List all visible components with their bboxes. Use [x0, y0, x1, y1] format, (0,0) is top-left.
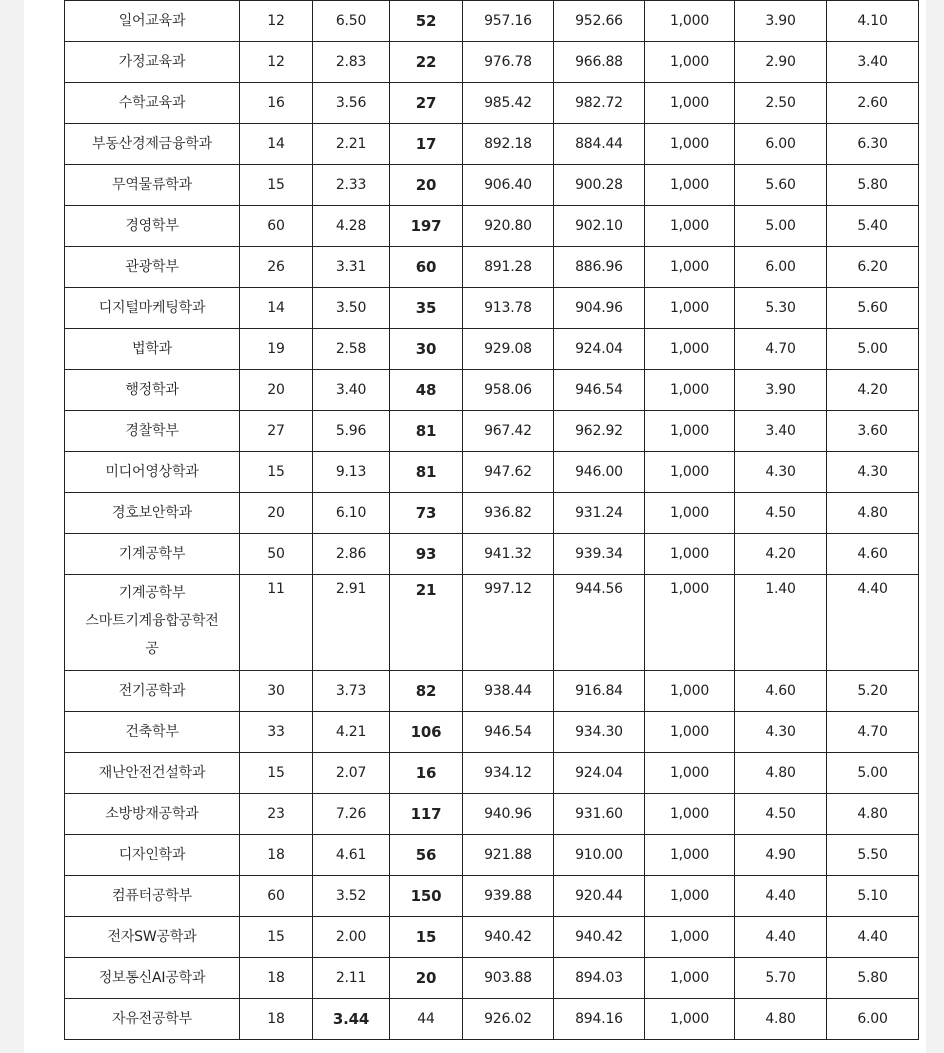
max-score-cell: 1,000 — [645, 247, 735, 288]
max-score-cell: 1,000 — [645, 999, 735, 1040]
applicants-cell: 21 — [390, 575, 463, 671]
dept-cell: 재난안전건설학과 — [65, 753, 240, 794]
grade-2-cell: 4.80 — [827, 794, 919, 835]
quota-cell: 11 — [240, 575, 313, 671]
quota-cell: 23 — [240, 794, 313, 835]
score-1-cell: 903.88 — [463, 958, 554, 999]
grade-2-cell: 4.40 — [827, 917, 919, 958]
grade-2-cell: 6.00 — [827, 999, 919, 1040]
dept-cell: 관광학부 — [65, 247, 240, 288]
score-1-cell: 926.02 — [463, 999, 554, 1040]
quota-cell: 15 — [240, 753, 313, 794]
max-score-cell: 1,000 — [645, 329, 735, 370]
ratio-cell: 3.44 — [313, 999, 390, 1040]
grade-2-cell: 4.20 — [827, 370, 919, 411]
max-score-cell: 1,000 — [645, 671, 735, 712]
quota-cell: 16 — [240, 83, 313, 124]
grade-1-cell: 4.70 — [735, 329, 827, 370]
max-score-cell: 1,000 — [645, 165, 735, 206]
score-2-cell: 939.34 — [554, 534, 645, 575]
grade-1-cell: 4.50 — [735, 493, 827, 534]
admission-results-table — [64, 0, 919, 1040]
quota-cell: 18 — [240, 999, 313, 1040]
score-1-cell: 967.42 — [463, 411, 554, 452]
max-score-cell: 1,000 — [645, 370, 735, 411]
dept-cell: 디자인학과 — [65, 835, 240, 876]
applicants-cell: 73 — [390, 493, 463, 534]
grade-2-cell: 5.60 — [827, 288, 919, 329]
ratio-cell: 2.33 — [313, 165, 390, 206]
max-score-cell: 1,000 — [645, 42, 735, 83]
applicants-cell: 106 — [390, 712, 463, 753]
table-row — [65, 575, 919, 671]
grade-2-cell: 4.10 — [827, 1, 919, 42]
table-row — [65, 452, 919, 493]
dept-cell: 전자SW공학과 — [65, 917, 240, 958]
quota-cell: 15 — [240, 452, 313, 493]
quota-cell: 27 — [240, 411, 313, 452]
grade-1-cell: 4.30 — [735, 452, 827, 493]
quota-cell: 30 — [240, 671, 313, 712]
grade-1-cell: 5.60 — [735, 165, 827, 206]
grade-2-cell: 3.40 — [827, 42, 919, 83]
applicants-cell: 81 — [390, 411, 463, 452]
score-1-cell: 946.54 — [463, 712, 554, 753]
table-row — [65, 1, 919, 42]
dept-cell: 경찰학부 — [65, 411, 240, 452]
grade-2-cell: 5.50 — [827, 835, 919, 876]
quota-cell: 18 — [240, 958, 313, 999]
score-1-cell: 929.08 — [463, 329, 554, 370]
table-row — [65, 712, 919, 753]
dept-cell: 가정교육과 — [65, 42, 240, 83]
dept-cell: 컴퓨터공학부 — [65, 876, 240, 917]
score-1-cell: 985.42 — [463, 83, 554, 124]
grade-1-cell: 5.70 — [735, 958, 827, 999]
grade-1-cell: 4.30 — [735, 712, 827, 753]
quota-cell: 60 — [240, 206, 313, 247]
max-score-cell: 1,000 — [645, 794, 735, 835]
quota-cell: 19 — [240, 329, 313, 370]
grade-1-cell: 5.30 — [735, 288, 827, 329]
dept-cell: 미디어영상학과 — [65, 452, 240, 493]
grade-1-cell: 3.90 — [735, 1, 827, 42]
grade-1-cell: 1.40 — [735, 575, 827, 671]
score-1-cell: 941.32 — [463, 534, 554, 575]
quota-cell: 14 — [240, 288, 313, 329]
score-1-cell: 938.44 — [463, 671, 554, 712]
ratio-cell: 3.50 — [313, 288, 390, 329]
score-1-cell: 957.16 — [463, 1, 554, 42]
applicants-cell: 22 — [390, 42, 463, 83]
table-row — [65, 411, 919, 452]
score-1-cell: 936.82 — [463, 493, 554, 534]
table-row — [65, 958, 919, 999]
table-row — [65, 42, 919, 83]
ratio-cell: 3.52 — [313, 876, 390, 917]
score-1-cell: 940.96 — [463, 794, 554, 835]
max-score-cell: 1,000 — [645, 288, 735, 329]
max-score-cell: 1,000 — [645, 958, 735, 999]
max-score-cell: 1,000 — [645, 124, 735, 165]
grade-1-cell: 2.90 — [735, 42, 827, 83]
table-row — [65, 247, 919, 288]
max-score-cell: 1,000 — [645, 753, 735, 794]
dept-cell: 자유전공학부 — [65, 999, 240, 1040]
ratio-cell: 2.00 — [313, 917, 390, 958]
ratio-cell: 3.56 — [313, 83, 390, 124]
score-1-cell: 891.28 — [463, 247, 554, 288]
dept-cell: 행정학과 — [65, 370, 240, 411]
applicants-cell: 15 — [390, 917, 463, 958]
ratio-cell: 6.50 — [313, 1, 390, 42]
grade-1-cell: 2.50 — [735, 83, 827, 124]
grade-2-cell: 5.10 — [827, 876, 919, 917]
score-2-cell: 944.56 — [554, 575, 645, 671]
score-2-cell: 910.00 — [554, 835, 645, 876]
grade-2-cell: 2.60 — [827, 83, 919, 124]
score-2-cell: 894.16 — [554, 999, 645, 1040]
ratio-cell: 6.10 — [313, 493, 390, 534]
grade-1-cell: 5.00 — [735, 206, 827, 247]
grade-1-cell: 4.50 — [735, 794, 827, 835]
grade-2-cell: 6.20 — [827, 247, 919, 288]
ratio-cell: 3.31 — [313, 247, 390, 288]
table-row — [65, 493, 919, 534]
score-2-cell: 934.30 — [554, 712, 645, 753]
ratio-cell: 3.73 — [313, 671, 390, 712]
dept-cell: 건축학부 — [65, 712, 240, 753]
applicants-cell: 20 — [390, 958, 463, 999]
grade-2-cell: 5.80 — [827, 958, 919, 999]
grade-1-cell: 4.40 — [735, 876, 827, 917]
score-2-cell: 924.04 — [554, 329, 645, 370]
table-row — [65, 206, 919, 247]
score-2-cell: 931.24 — [554, 493, 645, 534]
table-row — [65, 165, 919, 206]
score-2-cell: 940.42 — [554, 917, 645, 958]
table-row — [65, 370, 919, 411]
score-2-cell: 900.28 — [554, 165, 645, 206]
score-1-cell: 997.12 — [463, 575, 554, 671]
score-2-cell: 886.96 — [554, 247, 645, 288]
ratio-cell: 2.11 — [313, 958, 390, 999]
applicants-cell: 197 — [390, 206, 463, 247]
applicants-cell: 82 — [390, 671, 463, 712]
max-score-cell: 1,000 — [645, 493, 735, 534]
dept-cell: 전기공학과 — [65, 671, 240, 712]
applicants-cell: 81 — [390, 452, 463, 493]
applicants-cell: 27 — [390, 83, 463, 124]
grade-2-cell: 4.80 — [827, 493, 919, 534]
grade-2-cell: 4.70 — [827, 712, 919, 753]
score-2-cell: 982.72 — [554, 83, 645, 124]
grade-2-cell: 4.40 — [827, 575, 919, 671]
table-row — [65, 329, 919, 370]
table-row — [65, 876, 919, 917]
score-2-cell: 894.03 — [554, 958, 645, 999]
score-2-cell: 902.10 — [554, 206, 645, 247]
score-2-cell: 931.60 — [554, 794, 645, 835]
quota-cell: 20 — [240, 370, 313, 411]
score-1-cell: 940.42 — [463, 917, 554, 958]
applicants-cell: 60 — [390, 247, 463, 288]
grade-2-cell: 4.30 — [827, 452, 919, 493]
dept-cell: 정보통신AI공학과 — [65, 958, 240, 999]
ratio-cell: 2.91 — [313, 575, 390, 671]
dept-cell: 무역물류학과 — [65, 165, 240, 206]
score-1-cell: 913.78 — [463, 288, 554, 329]
applicants-cell: 35 — [390, 288, 463, 329]
dept-cell: 일어교육과 — [65, 1, 240, 42]
ratio-cell: 2.83 — [313, 42, 390, 83]
dept-cell: 부동산경제금융학과 — [65, 124, 240, 165]
quota-cell: 20 — [240, 493, 313, 534]
quota-cell: 15 — [240, 165, 313, 206]
quota-cell: 60 — [240, 876, 313, 917]
grade-2-cell: 6.30 — [827, 124, 919, 165]
applicants-cell: 44 — [390, 999, 463, 1040]
score-2-cell: 962.92 — [554, 411, 645, 452]
applicants-cell: 150 — [390, 876, 463, 917]
table-row — [65, 83, 919, 124]
table-row — [65, 835, 919, 876]
quota-cell: 26 — [240, 247, 313, 288]
max-score-cell: 1,000 — [645, 452, 735, 493]
score-1-cell: 958.06 — [463, 370, 554, 411]
grade-2-cell: 5.00 — [827, 329, 919, 370]
grade-2-cell: 4.60 — [827, 534, 919, 575]
applicants-cell: 16 — [390, 753, 463, 794]
table-row — [65, 794, 919, 835]
grade-1-cell: 4.40 — [735, 917, 827, 958]
score-1-cell: 947.62 — [463, 452, 554, 493]
quota-cell: 50 — [240, 534, 313, 575]
dept-cell: 기계공학부 — [65, 534, 240, 575]
ratio-cell: 2.07 — [313, 753, 390, 794]
quota-cell: 14 — [240, 124, 313, 165]
max-score-cell: 1,000 — [645, 876, 735, 917]
score-1-cell: 920.80 — [463, 206, 554, 247]
score-2-cell: 924.04 — [554, 753, 645, 794]
score-2-cell: 946.00 — [554, 452, 645, 493]
grade-2-cell: 5.40 — [827, 206, 919, 247]
quota-cell: 33 — [240, 712, 313, 753]
dept-cell: 경영학부 — [65, 206, 240, 247]
table-row — [65, 288, 919, 329]
ratio-cell: 3.40 — [313, 370, 390, 411]
dept-cell: 소방방재공학과 — [65, 794, 240, 835]
score-2-cell: 916.84 — [554, 671, 645, 712]
score-1-cell: 934.12 — [463, 753, 554, 794]
max-score-cell: 1,000 — [645, 917, 735, 958]
ratio-cell: 4.28 — [313, 206, 390, 247]
dept-cell: 디지털마케팅학과 — [65, 288, 240, 329]
ratio-cell: 4.21 — [313, 712, 390, 753]
ratio-cell: 7.26 — [313, 794, 390, 835]
applicants-cell: 52 — [390, 1, 463, 42]
table-row — [65, 124, 919, 165]
table-row — [65, 999, 919, 1040]
grade-2-cell: 5.80 — [827, 165, 919, 206]
quota-cell: 15 — [240, 917, 313, 958]
ratio-cell: 9.13 — [313, 452, 390, 493]
score-2-cell: 884.44 — [554, 124, 645, 165]
applicants-cell: 56 — [390, 835, 463, 876]
table-row — [65, 671, 919, 712]
score-1-cell: 939.88 — [463, 876, 554, 917]
dept-cell: 수학교육과 — [65, 83, 240, 124]
grade-2-cell: 5.00 — [827, 753, 919, 794]
dept-cell: 기계공학부 스마트기계융합공학전 공 — [65, 575, 240, 671]
max-score-cell: 1,000 — [645, 712, 735, 753]
max-score-cell: 1,000 — [645, 83, 735, 124]
ratio-cell: 2.21 — [313, 124, 390, 165]
grade-2-cell: 5.20 — [827, 671, 919, 712]
max-score-cell: 1,000 — [645, 411, 735, 452]
max-score-cell: 1,000 — [645, 1, 735, 42]
score-2-cell: 946.54 — [554, 370, 645, 411]
score-2-cell: 952.66 — [554, 1, 645, 42]
applicants-cell: 17 — [390, 124, 463, 165]
grade-1-cell: 6.00 — [735, 124, 827, 165]
score-1-cell: 921.88 — [463, 835, 554, 876]
score-1-cell: 906.40 — [463, 165, 554, 206]
grade-1-cell: 4.20 — [735, 534, 827, 575]
table-row — [65, 917, 919, 958]
table-row — [65, 534, 919, 575]
quota-cell: 18 — [240, 835, 313, 876]
max-score-cell: 1,000 — [645, 534, 735, 575]
applicants-cell: 48 — [390, 370, 463, 411]
quota-cell: 12 — [240, 1, 313, 42]
document-page — [24, 0, 926, 1053]
applicants-cell: 20 — [390, 165, 463, 206]
ratio-cell: 4.61 — [313, 835, 390, 876]
grade-1-cell: 4.80 — [735, 999, 827, 1040]
table-row — [65, 753, 919, 794]
max-score-cell: 1,000 — [645, 835, 735, 876]
score-1-cell: 892.18 — [463, 124, 554, 165]
grade-1-cell: 3.40 — [735, 411, 827, 452]
dept-cell: 법학과 — [65, 329, 240, 370]
grade-1-cell: 3.90 — [735, 370, 827, 411]
grade-1-cell: 6.00 — [735, 247, 827, 288]
max-score-cell: 1,000 — [645, 575, 735, 671]
score-2-cell: 966.88 — [554, 42, 645, 83]
applicants-cell: 30 — [390, 329, 463, 370]
table-body — [65, 1, 919, 1040]
quota-cell: 12 — [240, 42, 313, 83]
grade-1-cell: 4.80 — [735, 753, 827, 794]
grade-1-cell: 4.60 — [735, 671, 827, 712]
score-2-cell: 920.44 — [554, 876, 645, 917]
grade-2-cell: 3.60 — [827, 411, 919, 452]
max-score-cell: 1,000 — [645, 206, 735, 247]
applicants-cell: 117 — [390, 794, 463, 835]
ratio-cell: 2.86 — [313, 534, 390, 575]
score-2-cell: 904.96 — [554, 288, 645, 329]
grade-1-cell: 4.90 — [735, 835, 827, 876]
ratio-cell: 5.96 — [313, 411, 390, 452]
applicants-cell: 93 — [390, 534, 463, 575]
dept-cell: 경호보안학과 — [65, 493, 240, 534]
score-1-cell: 976.78 — [463, 42, 554, 83]
ratio-cell: 2.58 — [313, 329, 390, 370]
